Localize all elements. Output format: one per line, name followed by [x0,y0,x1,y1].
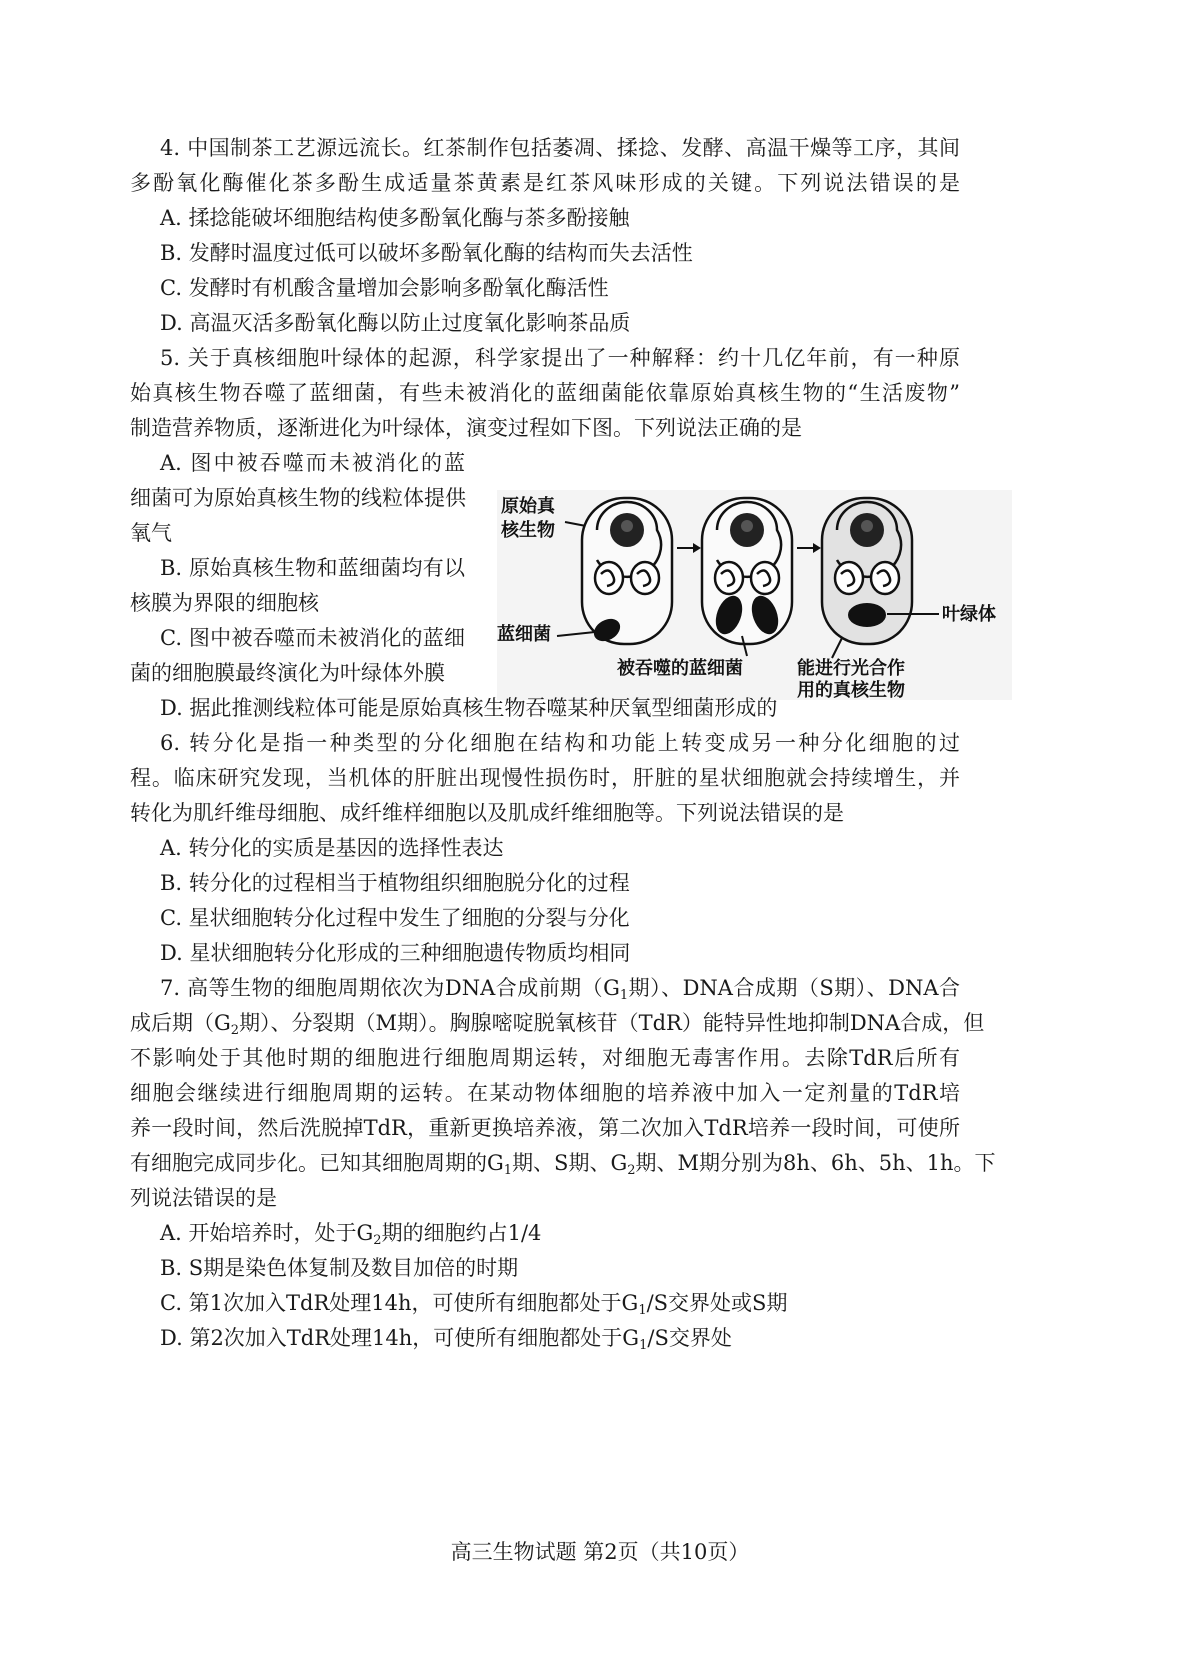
cell-3-photosynthetic-eukaryote [822,498,912,644]
q5-option-c-line2: 菌的细胞膜最终演化为叶绿体外膜 [130,661,445,685]
q7-stem-line2: 成后期（$G_2$期）、分裂期（M期）。胸腺嘧啶脱氧核苷（TdR）能特异性地抑制DNA合成，但 [130,1011,985,1038]
q5-option-d: D. 据此推测线粒体可能是原始真核生物吞噬某种厌氧型细菌形成的 [160,696,778,720]
q4-stem-line2: 多酚氧化酶催化茶多酚生成适量茶黄素是红茶风味形成的关键。下列说法错误的是 [130,171,960,195]
q7-stem-line1: 7. 高等生物的细胞周期依次为DNA合成前期（$G_1$期）、DNA合成期（S期）、DNA合 [160,976,960,1003]
cell-2-engulfed [702,498,792,644]
q7-option-c: C. 第1次加入TdR处理14h，可使所有细胞都处于$G_1/S$交界处或S期 [160,1291,788,1318]
q5-option-a-line2: 细菌可为原始真核生物的线粒体提供 [130,486,466,510]
q5-option-a-line3: 氧气 [130,521,172,545]
q6-stem-line1: 6. 转分化是指一种类型的分化细胞在结构和功能上转变成另一种分化细胞的过 [160,731,960,755]
q7-option-a: A. 开始培养时，处于$G_2$期的细胞约占1/4 [160,1221,542,1248]
q7-option-d: D. 第2次加入TdR处理14h，可使所有细胞都处于$G_1/S$交界处 [160,1326,732,1353]
q6-option-c: C. 星状细胞转分化过程中发生了细胞的分裂与分化 [160,906,630,930]
q4-stem-line1: 4. 中国制茶工艺源远流长。红茶制作包括萎凋、揉捻、发酵、高温干燥等工序，其间 [160,136,960,160]
q5-option-b-line2: 核膜为界限的细胞核 [130,591,319,615]
label-primitive-eukaryote-1: 原始真 [501,496,555,517]
q4-option-c: C. 发酵时有机酸含量增加会影响多酚氧化酶活性 [160,276,609,300]
q5-option-a-line1: A. 图中被吞噬而未被消化的蓝 [160,451,465,475]
q7-stem-line6: 有细胞完成同步化。已知其细胞周期的$G_1$期、S期、$G_2$期、M期分别为8h、6h、5h、1h。下 [130,1151,996,1178]
label-photosynthetic-1: 能进行光合作 [797,658,905,679]
label-cyanobacteria: 蓝细菌 [497,624,551,645]
q4-option-d: D. 高温灭活多酚氧化酶以防止过度氧化影响茶品质 [160,311,631,335]
q4-option-b: B. 发酵时温度过低可以破坏多酚氧化酶的结构而失去活性 [160,241,693,265]
q7-option-b: B. S期是染色体复制及数目加倍的时期 [160,1256,519,1280]
q5-stem-line1: 5. 关于真核细胞叶绿体的起源，科学家提出了一种解释：约十几亿年前，有一种原 [160,346,960,370]
q6-stem-line2: 程。临床研究发现，当机体的肝脏出现慢性损伤时，肝脏的星状细胞就会持续增生，并 [130,766,960,790]
q5-option-b-line1: B. 原始真核生物和蓝细菌均有以 [160,556,465,580]
q7-stem-line3: 不影响处于其他时期的细胞进行细胞周期运转，对细胞无毒害作用。去除TdR后所有 [130,1046,960,1070]
cell-1-primitive-eukaryote [582,498,672,644]
label-photosynthetic-2: 用的真核生物 [797,680,905,700]
label-primitive-eukaryote-2: 核生物 [501,520,555,541]
q7-stem-line7: 列说法错误的是 [130,1186,277,1210]
q6-option-b: B. 转分化的过程相当于植物组织细胞脱分化的过程 [160,871,630,895]
q5-option-c-line1: C. 图中被吞噬而未被消化的蓝细 [160,626,465,650]
q6-option-d: D. 星状细胞转分化形成的三种细胞遗传物质均相同 [160,941,631,965]
endosymbiosis-figure [497,490,1012,700]
q5-stem-line2: 始真核生物吞噬了蓝细菌，有些未被消化的蓝细菌能依靠原始真核生物的“生活废物” [130,381,960,405]
q6-stem-line3: 转化为肌纤维母细胞、成纤维样细胞以及肌成纤维细胞等。下列说法错误的是 [130,801,844,825]
q7-stem-line5: 养一段时间，然后洗脱掉TdR，重新更换培养液，第二次加入TdR培养一段时间，可使所 [130,1116,960,1140]
q4-option-a: A. 揉捻能破坏细胞结构使多酚氧化酶与茶多酚接触 [160,206,630,230]
label-chloroplast: 叶绿体 [942,604,996,625]
label-engulfed-cyanobacteria: 被吞噬的蓝细菌 [617,658,743,679]
q7-stem-line4: 细胞会继续进行细胞周期的运转。在某动物体细胞的培养液中加入一定剂量的TdR培 [130,1081,960,1105]
q6-option-a: A. 转分化的实质是基因的选择性表达 [160,836,504,860]
q5-stem-line3: 制造营养物质，逐渐进化为叶绿体，演变过程如下图。下列说法正确的是 [130,416,802,440]
page-footer: 高三生物试题 第2页（共10页） [450,1540,750,1564]
